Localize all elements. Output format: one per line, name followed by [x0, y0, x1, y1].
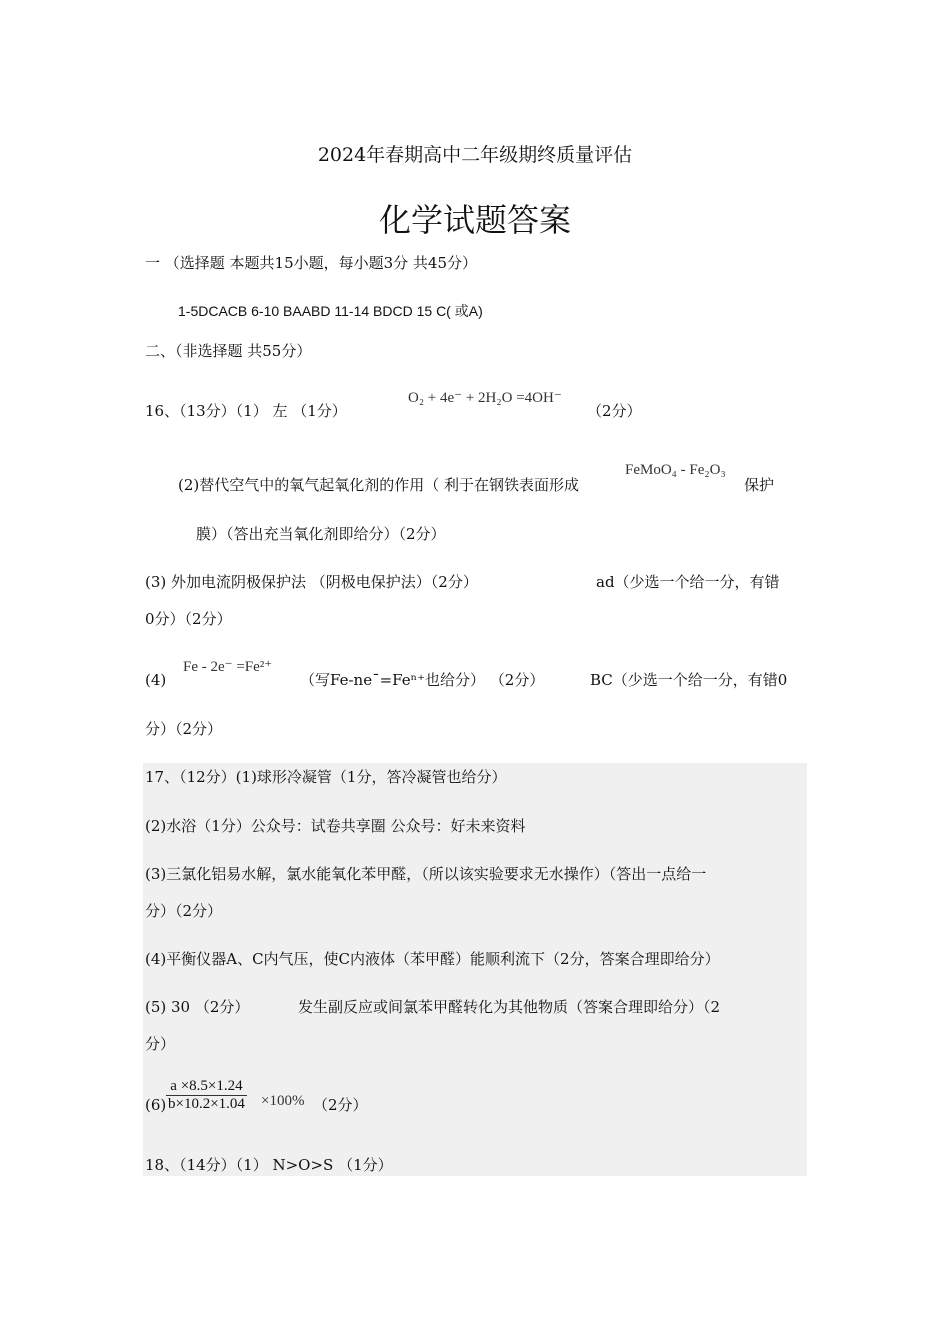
q17-p5-left: (5) 30 （2分）: [145, 998, 250, 1016]
section1-answers: 1-5DCACB 6-10 BAABD 11-14 BDCD 15 C( 或A): [178, 303, 483, 319]
q17-p5-right: 发生副反应或间氯苯甲醛转化为其他物质（答案合理即给分）（2: [298, 998, 721, 1016]
q17-p4: (4)平衡仪器A、C内气压，使C内液体（苯甲醛）能顺利流下（2分，答案合理即给分）: [145, 950, 720, 968]
q17-p6-mult: ×100%: [261, 1093, 305, 1109]
q16-p2-text: (2)替代空气中的氧气起氧化剂的作用（ 利于在钢铁表面形成: [178, 476, 580, 494]
q18-p1: 18、（14分）（1） N>O>S （1分）: [145, 1156, 393, 1174]
q16-p4-formula: Fe - 2e⁻ =Fe²⁺: [183, 659, 273, 675]
q16-p4-note: （写Fe-neˉ=Feⁿ⁺也给分） （2分）: [300, 671, 545, 689]
q16-p4-label: (4): [145, 671, 167, 689]
q17-p3-line1: (3)三氯化铝易水解，氯水能氧化苯甲醛，（所以该实验要求无水操作）（答出一点给一: [145, 865, 707, 883]
q16-p3-left: (3) 外加电流阴极保护法 （阴极电保护法）（2分）: [145, 573, 478, 591]
q17-p6-score: （2分）: [313, 1096, 368, 1114]
q16-label: 16、（13分）（1） 左 （1分）: [145, 402, 347, 420]
q16-p2-formula: FeMoO₄ - Fe₂O₃: [625, 462, 726, 478]
fraction-denominator: b×10.2×1.04: [168, 1096, 245, 1112]
q17-p2: (2)水浴（1分）公众号：试卷共享圈 公众号：好未来资料: [145, 817, 526, 835]
q17-p3-line2: 分）（2分）: [145, 902, 223, 920]
q16-p4-right: BC（少选一个给一分，有错0: [590, 671, 788, 689]
q16-p4-line2: 分）（2分）: [145, 720, 223, 738]
exam-title: 化学试题答案: [378, 201, 571, 239]
q17-p6-fraction: [166, 1078, 247, 1113]
q17-p5-line2: 分）: [145, 1035, 176, 1053]
q17-p6-label: (6): [145, 1096, 167, 1114]
section1-heading: 一 （选择题 本题共15小题，每小题3分 共45分）: [145, 254, 478, 272]
q16-p3-right: ad（少选一个给一分，有错: [596, 573, 780, 591]
exam-subtitle: 2024年春期高中二年级期终质量评估: [317, 144, 633, 166]
q16-p2-tail: 保护: [744, 476, 775, 494]
q16-p2-line2: 膜）（答出充当氧化剂即给分）（2分）: [196, 525, 446, 543]
q16-score1: （2分）: [587, 402, 642, 420]
q17-p1: 17、（12分）(1)球形冷凝管（1分，答冷凝管也给分）: [145, 768, 507, 786]
q16-formula-oxygen: O₂ + 4e⁻ + 2H₂O =4OH⁻: [408, 390, 562, 406]
q16-p3-line2: 0分）（2分）: [145, 610, 232, 628]
section2-heading: 二、（非选择题 共55分）: [145, 342, 312, 360]
fraction-numerator: a ×8.5×1.24: [166, 1078, 247, 1096]
